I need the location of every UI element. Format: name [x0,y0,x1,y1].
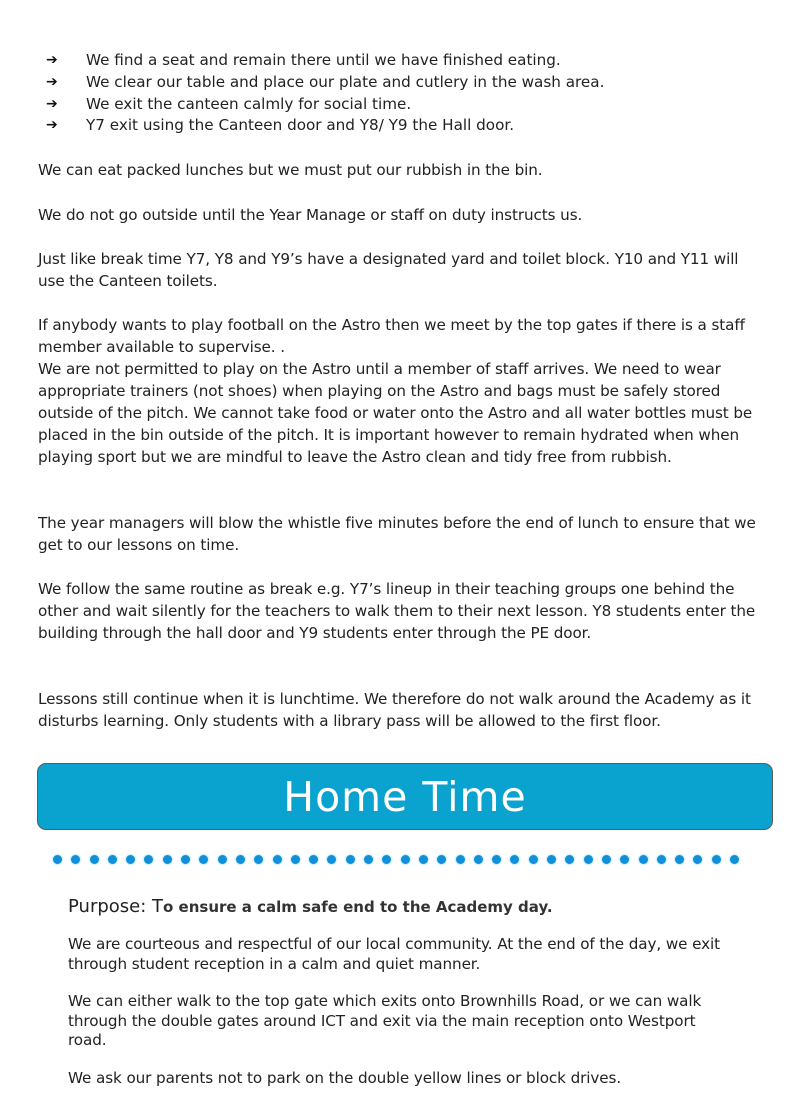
divider-dot [382,855,391,864]
divider-dot [309,855,318,864]
divider-dot [163,855,172,864]
lunch-routine-list [46,50,766,137]
divider-dot [620,855,629,864]
astro-rules-paragraph: We are not permitted to play on the Astro until a member of staff arrives. We need to wear appropriate trainers (not shoes) when playing on the Astro and bags must be safely stored outside of the pitch. We cannot take food or water onto the Astro and all water bottles must be placed in the bin outside of the pitch. It is important however to remain hydrated when when playing sport but we are mindful to leave the Astro clean and tidy free from rubbish. [38,360,753,466]
divider-dot [401,855,410,864]
list-item [46,72,766,94]
list-item-text: Y7 exit using the Canteen door and Y8/ Y9 the Hall door. [86,116,515,135]
divider-dot [712,855,721,864]
list-item-text: We exit the canteen calmly for social time. [86,94,412,113]
exit-route-paragraph: We can either walk to the top gate which exits onto Brownhills Road, or we can walk through the double gates around ICT and exit via the main reception onto Westport road. [68,992,702,1050]
divider-dot [90,855,99,864]
divider-dot [693,855,702,864]
divider-dot [144,855,153,864]
purpose-text: o ensure a calm safe end to the Academy day. [163,898,553,916]
divider-dot [602,855,611,864]
divider-dot [327,855,336,864]
toilets-paragraph: Just like break time Y7, Y8 and Y9’s have a designated yard and toilet block. Y10 and Y11 will use the Canteen toilets. [38,250,739,290]
lessons-paragraph: Lessons still continue when it is lunchtime. We therefore do not walk around the Academy as it disturbs learning. Only students with a library pass will be allowed to the first floor. [38,690,751,730]
list-item-text: We clear our table and place our plate and cutlery in the wash area. [86,72,605,91]
divider-dot [71,855,80,864]
divider-dot [108,855,117,864]
divider-dot [273,855,282,864]
divider-dot [547,855,556,864]
divider-dot [218,855,227,864]
whistle-paragraph: The year managers will blow the whistle five minutes before the end of lunch to ensure that we get to our lessons on time. [38,514,756,554]
football-paragraph: If anybody wants to play football on the Astro then we meet by the top gates if there is a staff member available to supervise. . [38,316,745,356]
section-title: Home Time [283,772,527,821]
divider-dot [126,855,135,864]
divider-dot [529,855,538,864]
parking-paragraph: We ask our parents not to park on the double yellow lines or block drives. [68,1069,622,1087]
divider-dot [565,855,574,864]
divider-dot [730,855,739,864]
outside-paragraph: We do not go outside until the Year Manage or staff on duty instructs us. [38,206,583,224]
divider-dot [510,855,519,864]
divider-dot [474,855,483,864]
divider-dot [236,855,245,864]
divider-dot [584,855,593,864]
purpose-line [68,895,553,919]
divider-dot [675,855,684,864]
routine-paragraph: We follow the same routine as break e.g. Y7’s lineup in their teaching groups one behind the other and wait silently for the teachers to walk them to their next lesson. Y8 students enter the building through the hall door and Y9 students enter through the PE door. [38,580,756,642]
divider-dot [199,855,208,864]
divider-dot [254,855,263,864]
divider-dot [492,855,501,864]
divider-dot [181,855,190,864]
list-item [46,115,766,137]
list-item-text: We find a seat and remain there until we have finished eating. [86,51,561,69]
divider-dot [639,855,648,864]
divider-dot [346,855,355,864]
dotted-divider [53,853,739,865]
list-item [46,50,766,72]
divider-dot [364,855,373,864]
divider-dot [456,855,465,864]
purpose-label: Purpose: T [68,896,164,917]
home-time-banner [37,763,773,830]
divider-dot [657,855,666,864]
list-item [46,94,766,116]
divider-dot [53,855,62,864]
packed-lunch-paragraph: We can eat packed lunches but we must put our rubbish in the bin. [38,161,543,179]
arrow-right-icon: ➔ [46,95,58,112]
arrow-right-icon: ➔ [46,117,58,134]
divider-dot [437,855,446,864]
divider-dot [419,855,428,864]
community-paragraph: We are courteous and respectful of our local community. At the end of the day, we exit through student reception in a calm and quiet manner. [68,935,720,973]
arrow-right-icon: ➔ [46,52,58,68]
arrow-right-icon: ➔ [46,73,58,90]
divider-dot [291,855,300,864]
